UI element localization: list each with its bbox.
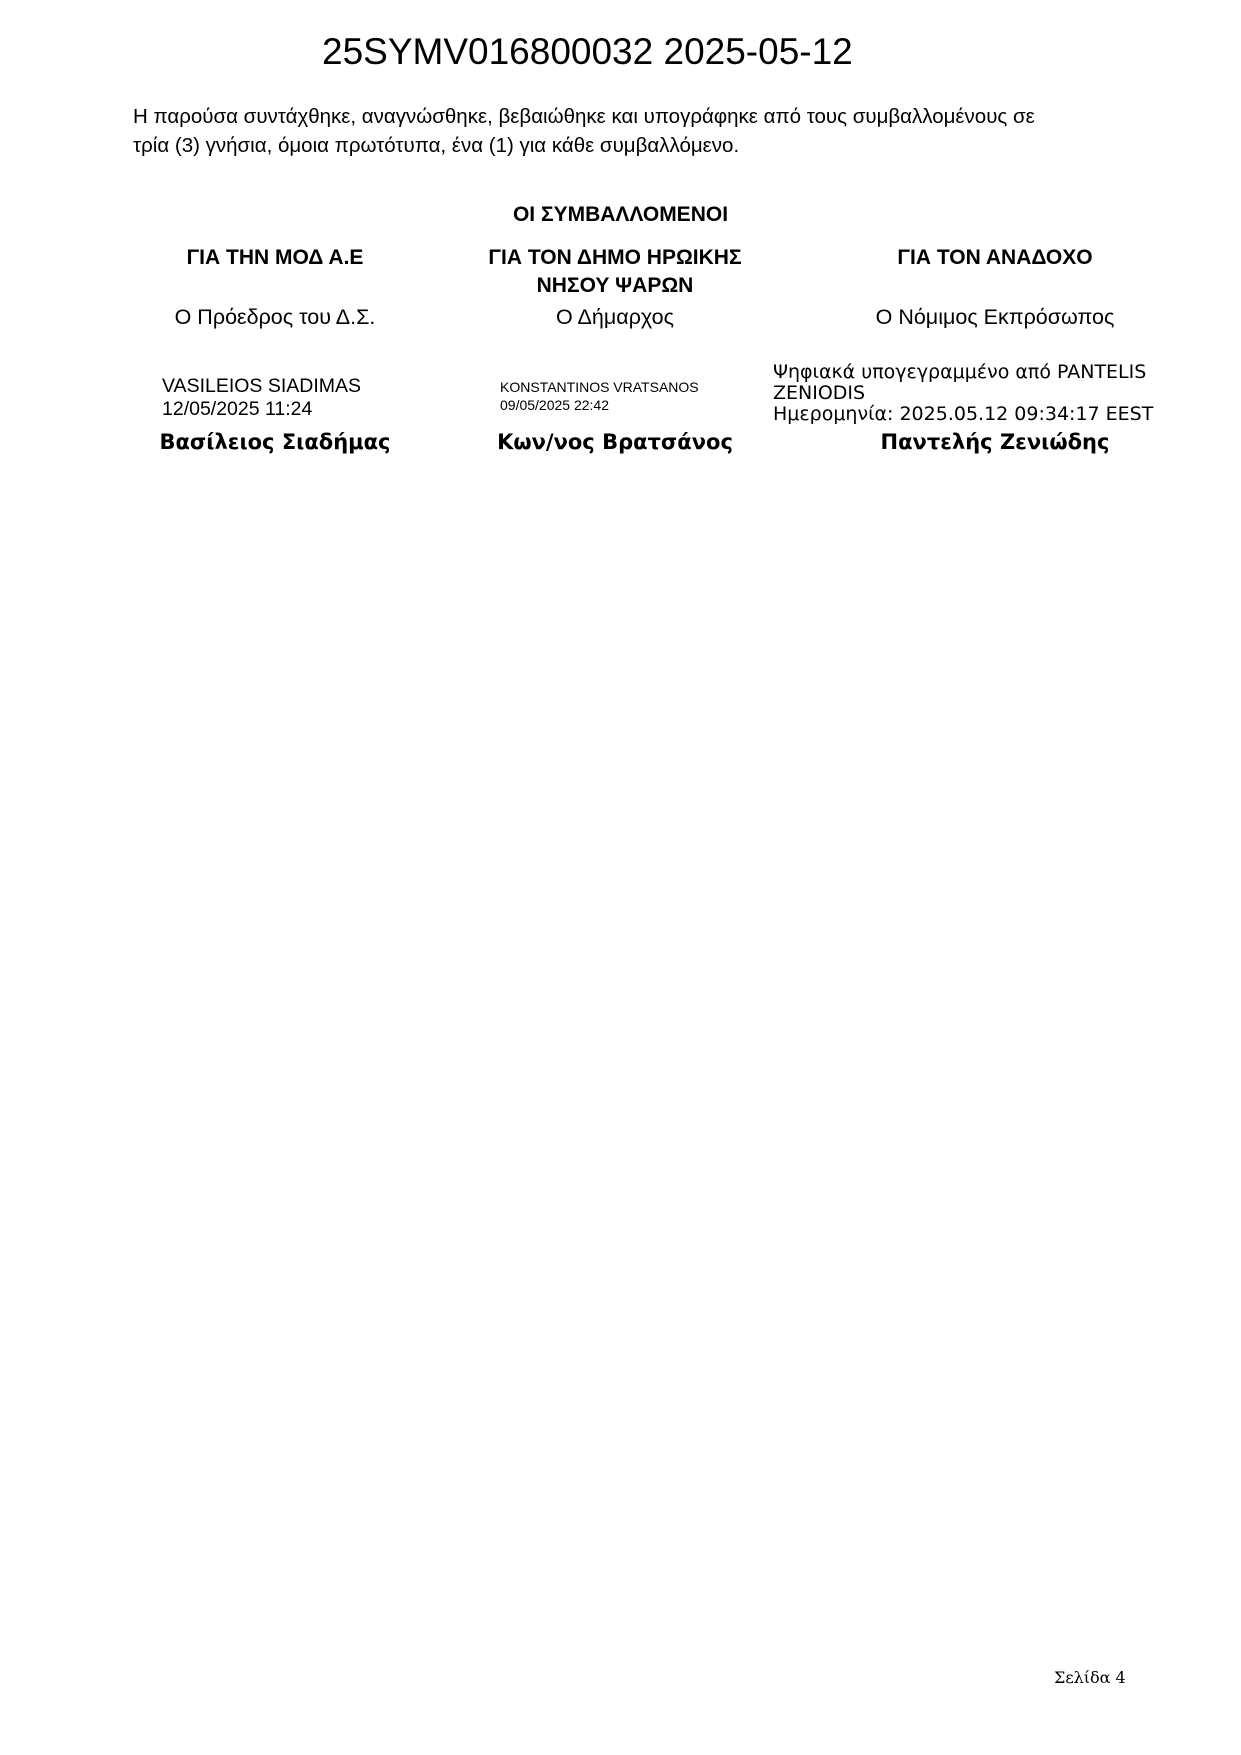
signature-line: Ημερομηνία: 2025.05.12 09:34:17 EEST: [773, 403, 1154, 425]
party-heading-mod: [140, 244, 410, 272]
signature-line: VASILEIOS SIADIMAS: [162, 375, 362, 397]
signature-line: 09/05/2025 22:42: [500, 397, 609, 413]
party-heading-line: ΓΙΑ ΤΗΝ ΜΟΔ Α.Ε: [186, 246, 364, 269]
signer-name-mod: Βασίλειος Σιαδήμας: [159, 430, 391, 454]
party-heading-line: ΝΗΣΟΥ ΨΑΡΩΝ: [536, 274, 694, 297]
party-heading-line: ΓΙΑ ΤΟΝ ΔΗΜΟ ΗΡΩΙΚΗΣ: [488, 246, 742, 269]
document-id: 25SYMV016800032 2025-05-12: [322, 31, 853, 72]
signature-line: 12/05/2025 11:24: [162, 398, 313, 420]
signer-name-municipality: Κων/νος Βρατσάνος: [497, 430, 733, 454]
intro-line: τρία (3) γνήσια, όμοια πρωτότυπα, ένα (1) για κάθε συμβαλλόμενο.: [133, 134, 740, 157]
digital-signature-contractor: [773, 362, 1153, 425]
party-role-contractor: Ο Νόμιμος Εκπρόσωπος: [875, 305, 1115, 329]
page-number: Σελίδα 4: [1054, 1668, 1126, 1687]
signature-line: ZENIODIS: [773, 382, 866, 404]
intro-line: Η παρούσα συντάχθηκε, αναγνώσθηκε, βεβαιώθηκε και υπογράφηκε από τους συμβαλλομένους σε: [133, 105, 1035, 128]
digital-signature-mod: [162, 375, 361, 421]
intro-paragraph: [133, 102, 1133, 160]
party-heading-municipality: [465, 244, 765, 300]
signer-name-contractor: Παντελής Ζενιώδης: [880, 430, 1110, 454]
party-role-municipality: Ο Δήμαρχος: [556, 305, 674, 329]
party-heading-line: ΓΙΑ ΤΟΝ ΑΝΑΔΟΧΟ: [897, 246, 1093, 269]
signature-line: Ψηφιακά υπογεγραμμένο από PANTELIS: [773, 361, 1147, 383]
signature-line: KONSTANTINOS VRATSANOS: [500, 379, 699, 395]
digital-signature-municipality: [500, 378, 699, 414]
parties-title: ΟΙ ΣΥΜΒΑΛΛΟΜΕΝΟΙ: [512, 203, 729, 226]
party-role-mod: Ο Πρόεδρος του Δ.Σ.: [174, 305, 376, 329]
party-heading-contractor: [845, 244, 1145, 272]
